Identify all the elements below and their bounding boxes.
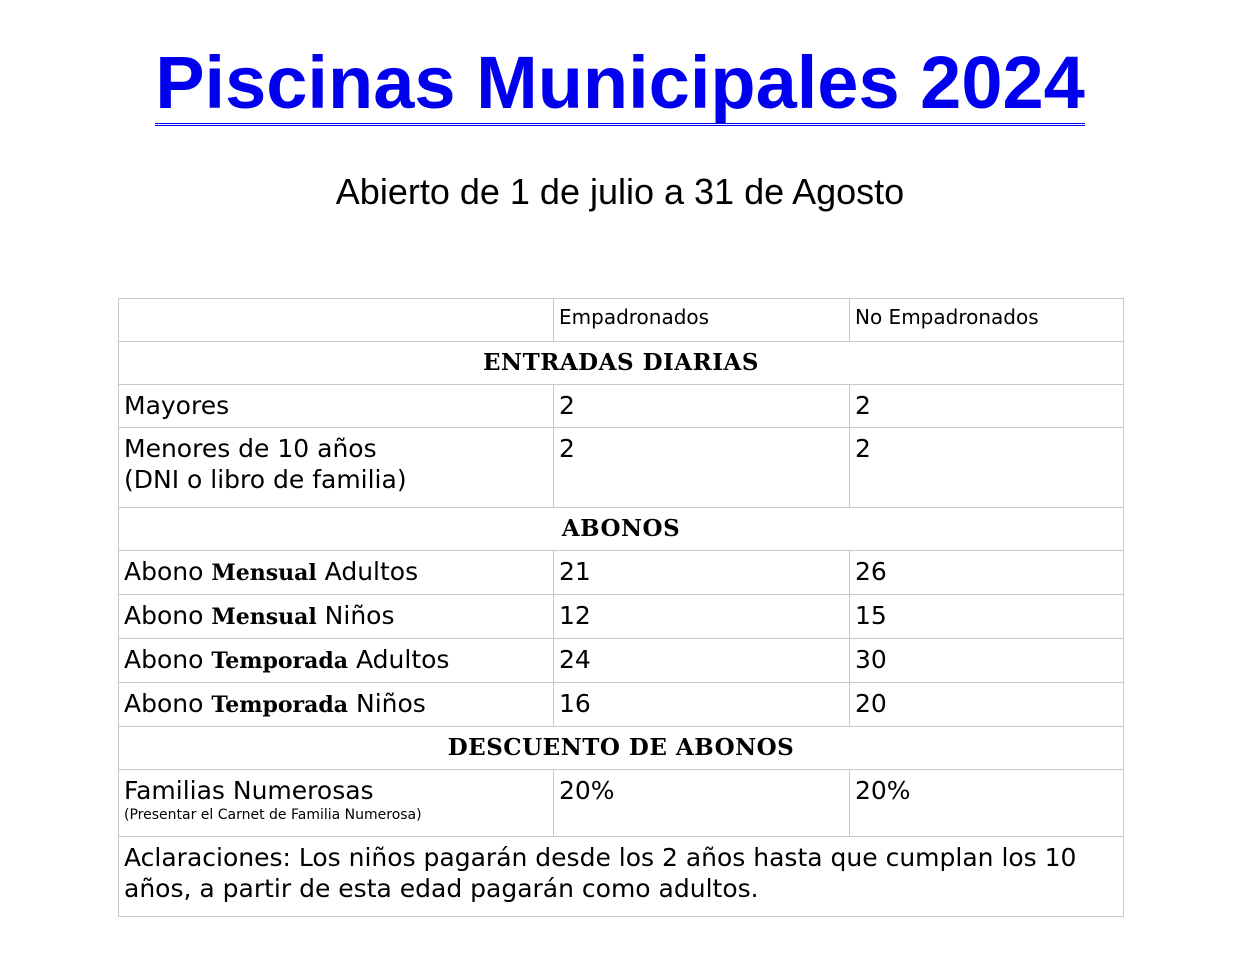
row-label-cell — [119, 428, 554, 508]
row-label-cell — [119, 595, 554, 639]
row-label-suffix: Adultos — [324, 557, 419, 586]
section-row-discount — [119, 727, 1124, 770]
section-heading-daily: ENTRADAS DIARIAS — [119, 342, 1124, 385]
clarification-text: Aclaraciones: Los niños pagarán desde los 2 años hasta que cumplan los 10 años, a partir de esta edad pagarán como adultos. — [119, 837, 1124, 917]
row-label-emphasis: Temporada — [211, 648, 349, 674]
price-no-empadronados: 15 — [850, 595, 1124, 639]
row-note: (Presentar el Carnet de Familia Numerosa) — [124, 807, 422, 823]
row-label-cell — [119, 639, 554, 683]
section-row-daily — [119, 342, 1124, 385]
table-header-row — [119, 299, 1124, 342]
price-no-empadronados: 26 — [850, 551, 1124, 595]
header-cell-empty — [119, 299, 554, 342]
page-title — [0, 38, 1240, 128]
row-note: (DNI o libro de familia) — [124, 465, 407, 494]
price-empadronados: 2 — [554, 428, 850, 508]
row-label: Menores de 10 años — [124, 434, 377, 463]
discount-no-empadronados: 20% — [850, 770, 1124, 837]
discount-empadronados: 20% — [554, 770, 850, 837]
price-no-empadronados: 30 — [850, 639, 1124, 683]
row-label: Mayores — [119, 385, 554, 428]
price-empadronados: 24 — [554, 639, 850, 683]
section-heading-discount: DESCUENTO DE ABONOS — [119, 727, 1124, 770]
row-label-cell — [119, 770, 554, 837]
row-label-prefix: Abono — [124, 689, 204, 718]
row-label-cell — [119, 551, 554, 595]
row-label-emphasis: Mensual — [211, 604, 317, 630]
row-label-suffix: Niños — [356, 689, 426, 718]
row-label-prefix: Abono — [124, 645, 204, 674]
row-label: Familias Numerosas — [124, 776, 374, 805]
section-heading-passes: ABONOS — [119, 508, 1124, 551]
price-empadronados: 21 — [554, 551, 850, 595]
page-title-text: Piscinas Municipales 2024 — [155, 41, 1085, 124]
row-label-suffix: Adultos — [356, 645, 450, 674]
price-empadronados: 16 — [554, 683, 850, 727]
row-label-suffix: Niños — [324, 601, 395, 630]
table-row — [119, 639, 1124, 683]
row-label-emphasis: Mensual — [211, 560, 317, 586]
table-row — [119, 385, 1124, 428]
row-label-emphasis: Temporada — [211, 692, 349, 718]
clarification-row — [119, 837, 1124, 917]
row-label-prefix: Abono — [124, 601, 204, 630]
price-no-empadronados: 2 — [850, 385, 1124, 428]
table-row — [119, 428, 1124, 508]
table-row — [119, 551, 1124, 595]
header-cell-empadronados: Empadronados — [554, 299, 850, 342]
page-subtitle: Abierto de 1 de julio a 31 de Agosto — [335, 171, 905, 212]
price-table — [118, 298, 1124, 917]
table-row — [119, 770, 1124, 837]
table-row — [119, 683, 1124, 727]
price-empadronados: 2 — [554, 385, 850, 428]
section-row-passes — [119, 508, 1124, 551]
table-row — [119, 595, 1124, 639]
row-label-prefix: Abono — [124, 557, 204, 586]
price-no-empadronados: 20 — [850, 683, 1124, 727]
row-label-cell — [119, 683, 554, 727]
header-cell-no-empadronados: No Empadronados — [850, 299, 1124, 342]
price-no-empadronados: 2 — [850, 428, 1124, 508]
price-empadronados: 12 — [554, 595, 850, 639]
